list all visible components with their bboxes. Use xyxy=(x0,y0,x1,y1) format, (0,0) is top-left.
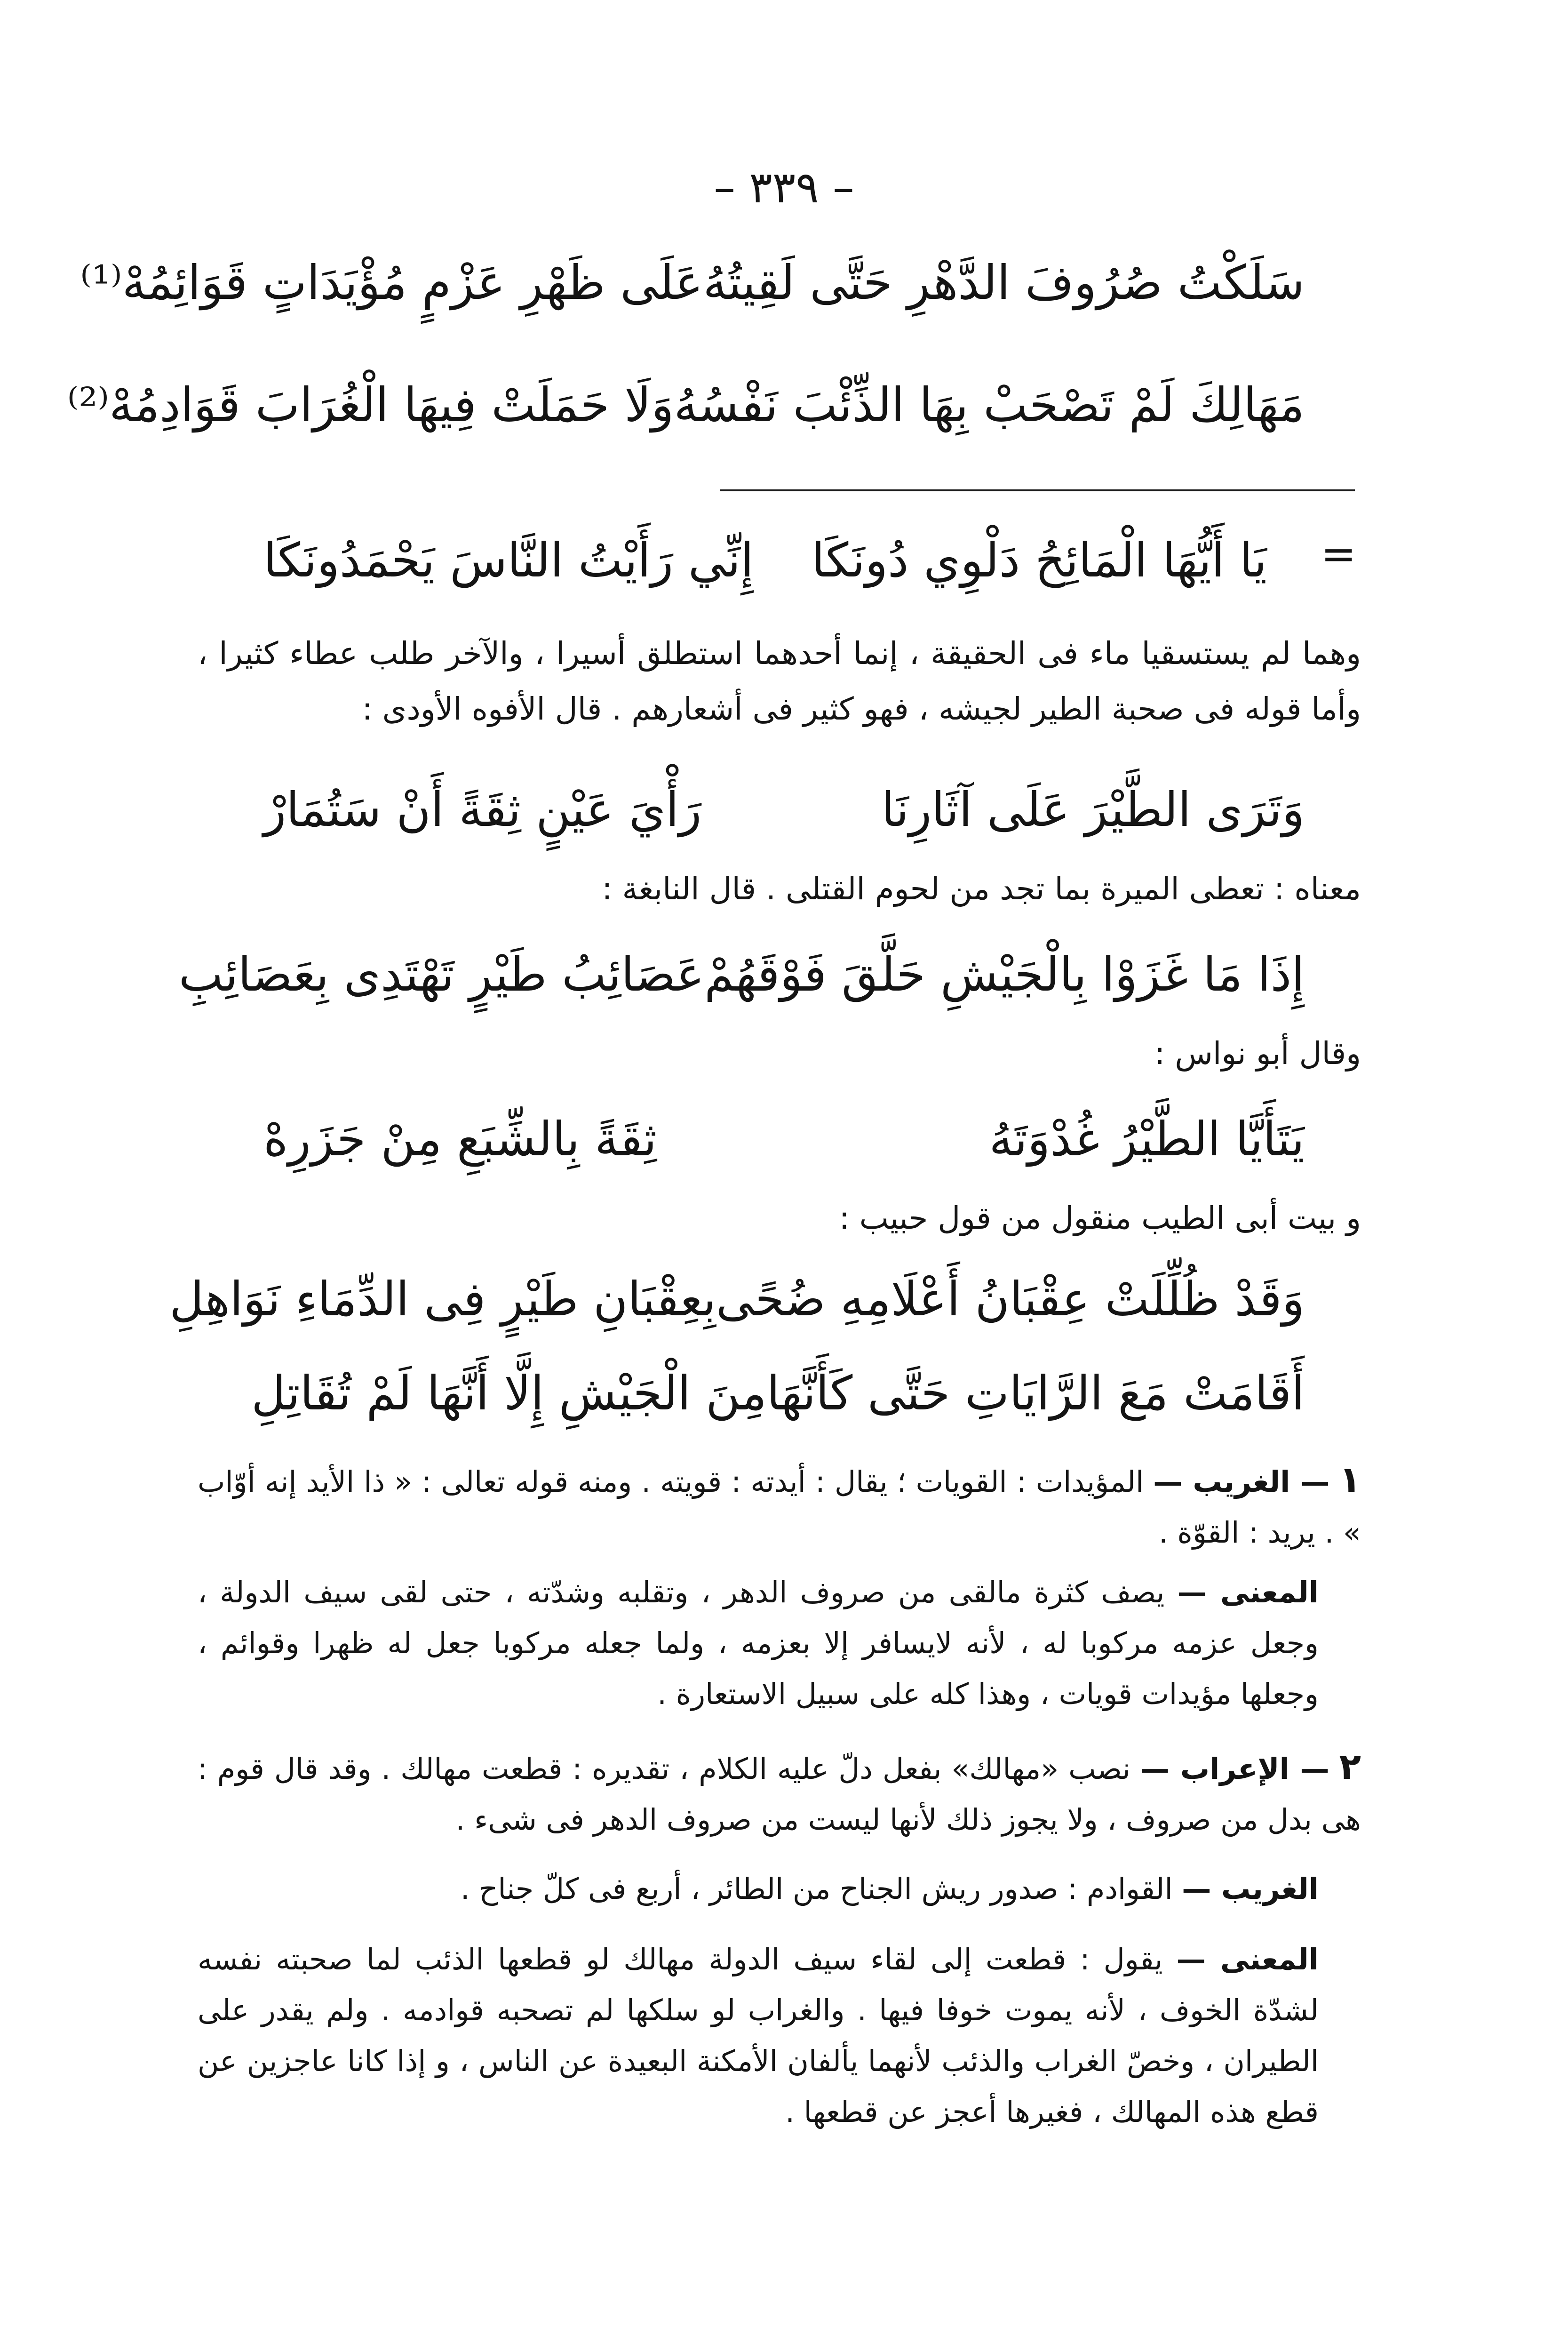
footnote-2-irab-text: نصب «مهالك» بفعل دلّ عليه الكلام ، تقديره : قطعت مهالك . وقد قال قوم : هى بدل من صروف ، ولا يجوز ذلك لأنها ليست من صروف الدهر فى شىء . xyxy=(198,1752,1361,1837)
verse-abu-nuwas-second: ثِقَةً بِالشِّبَعِ مِنْ جَزَرِهْ xyxy=(263,1111,657,1167)
verse-2-second-hemistich: وَلَا حَمَلَتْ فِيهَا الْغُرَابَ قَوَادِمُهْ⁽²⁾ xyxy=(67,377,674,432)
verse-habib-2 xyxy=(251,1355,1305,1431)
footnote-1-maana xyxy=(198,1567,1361,1720)
footnote-1-gharib xyxy=(198,1454,1361,1558)
verse-ya-ayyuha-first: يَا أَيُّهَا الْمَائِحُ دَلْوِي دُونَكَا xyxy=(812,532,1267,588)
separator-rule xyxy=(720,489,1355,491)
verse-ya-ayyuha-second: إِنِّي رَأَيْتُ النَّاسَ يَحْمَدُونَكَا xyxy=(263,532,754,588)
prose-paragraph-2: معناه : تعطى الميرة بما تجد من لحوم القتلى . قال النابغة : xyxy=(602,871,1361,907)
footnote-1-number: ١ xyxy=(1339,1458,1361,1500)
footnote-2-maana xyxy=(198,1934,1361,2137)
verse-habib-2-first: أَقَامَتْ مَعَ الرَّايَاتِ حَتَّى كَأَنَّهَا xyxy=(766,1365,1305,1421)
verse-habib-1-first: وَقَدْ ظُلِّلَتْ عِقْبَانُ أَعْلَامِهِ ضُحًى xyxy=(716,1271,1305,1327)
verse-2-first-hemistich: مَهَالِكَ لَمْ تَصْحَبْ بِهَا الذِّئْبَ نَفْسُهُ xyxy=(674,377,1305,432)
verse-nabigha-second: عَصَائِبُ طَيْرٍ تَهْتَدِى بِعَصَائِبِ xyxy=(178,946,705,1002)
footnote-2-maana-label: المعنى — xyxy=(1176,1942,1319,1976)
footnote-1-gharib-label: — الغريب — xyxy=(1153,1464,1330,1499)
footnote-1-maana-label: المعنى — xyxy=(1177,1575,1319,1609)
footnote-2-number: ٢ xyxy=(1339,1745,1361,1787)
verse-afwah-first: وَتَرَى الطَّيْرَ عَلَى آثَارِنَا xyxy=(881,782,1305,837)
verse-abu-nuwas-first: يَتَأَيَّا الطَّيْرُ غُدْوَتَهُ xyxy=(989,1111,1305,1167)
footnote-1-maana-text: يصف كثرة مالقى من صروف الدهر ، وتقلبه وشدّته ، حتى لقى سيف الدولة ، وجعل عزمه مركوبا له ، لأنه لايسافر إلا بعزمه ، ولما جعله مركوبا جعل له ظهرا وقوائم ، وجعلها مؤيدات قويات ، وهذا كله على سبيل الاستعارة . xyxy=(198,1575,1319,1711)
footnote-2-gharib-text: القوادم : صدور ريش الجناح من الطائر ، أربع فى كلّ جناح . xyxy=(460,1872,1173,1906)
continuation-mark: = xyxy=(1321,529,1356,579)
verse-habib-1-second: بِعِقْبَانِ طَيْرٍ فِى الدِّمَاءِ نَوَاهِلِ xyxy=(169,1271,716,1327)
verse-afwah-second: رَأْيَ عَيْنٍ ثِقَةً أَنْ سَتُمَارْ xyxy=(263,782,702,837)
prose-paragraph-3: وقال أبو نواس : xyxy=(1154,1035,1361,1072)
verse-line-2 xyxy=(67,367,1305,442)
page-number: – ٣٣٩ – xyxy=(714,162,854,213)
verse-nabigha xyxy=(178,936,1305,1012)
footnote-2-irab xyxy=(198,1741,1361,1845)
verse-ya-ayyuha xyxy=(263,522,1267,598)
verse-line-1 xyxy=(80,245,1305,320)
prose-paragraph-4: و بيت أبى الطيب منقول من قول حبيب : xyxy=(839,1200,1361,1236)
verse-habib-2-second: مِنَ الْجَيْشِ إِلَّا أَنَّهَا لَمْ تُقَاتِلِ xyxy=(251,1365,767,1421)
verse-afwah xyxy=(263,772,1305,847)
footnote-2-gharib xyxy=(198,1864,1361,1914)
verse-habib-1 xyxy=(169,1261,1305,1336)
prose-paragraph-1: وهما لم يستسقيا ماء فى الحقيقة ، إنما أحدهما استطلق أسيرا ، والآخر طلب عطاء كثيرا ، وأما قوله فى صحبة الطير لجيشه ، فهو كثير فى أشعارهم . قال الأفوه الأودى : xyxy=(198,635,1361,727)
verse-nabigha-first: إِذَا مَا غَزَوْا بِالْجَيْشِ حَلَّقَ فَوْقَهُمْ xyxy=(704,946,1305,1002)
footnote-1-gharib-text: المؤيدات : القويات ؛ يقال : أيدته : قويته . ومنه قوله تعالى : « ذا الأيد إنه أوّاب » . يريد : القوّة . xyxy=(198,1464,1361,1550)
verse-abu-nuwas xyxy=(263,1101,1305,1176)
footnote-2-maana-text: يقول : قطعت إلى لقاء سيف الدولة مهالك لو قطعها الذئب لما صحبته نفسه لشدّة الخوف ، لأنه يموت خوفا فيها . والغراب لو سلكها لم تصحبه قوادمه . ولم يقدر على الطيران ، وخصّ الغراب والذئب لأنهما يألفان الأمكنة البعيدة عن الناس ، و إذا كانا عاجزين عن قطع هذه المهالك ، فغيرها أعجز عن قطعها . xyxy=(198,1942,1319,2129)
verse-1-first-hemistich: سَلَكْتُ صُرُوفَ الدَّهْرِ حَتَّى لَقِيتُهُ xyxy=(703,255,1305,310)
verse-1-second-hemistich: عَلَى ظَهْرِ عَزْمٍ مُؤْيَدَاتٍ قَوَائِمُهْ⁽¹⁾ xyxy=(80,255,703,310)
footnote-2-gharib-label: الغريب — xyxy=(1182,1872,1319,1906)
footnote-2-irab-label: — الإعراب — xyxy=(1140,1752,1329,1786)
